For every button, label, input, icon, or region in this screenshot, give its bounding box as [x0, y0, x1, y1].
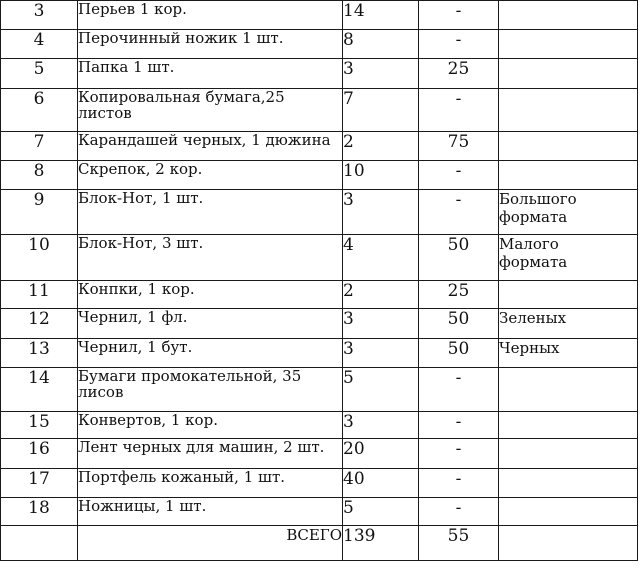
total-num-cell [1, 526, 78, 561]
item-text-line: Конвертов, 1 кор. [78, 411, 218, 429]
quantity-cell: 4 [343, 235, 419, 281]
note-cell [499, 190, 638, 235]
price-cell: 25 [419, 59, 499, 89]
price-cell: - [419, 30, 499, 59]
note-cell [499, 235, 638, 281]
note-cell [499, 469, 638, 498]
item-text-line: Конпки, 1 кор. [78, 280, 195, 298]
item-description [78, 132, 343, 161]
quantity-cell: 5 [343, 368, 419, 412]
note-cell [499, 339, 638, 368]
price-cell: - [419, 498, 499, 526]
item-text-line: Ножницы, 1 шт. [78, 497, 207, 515]
table-row [1, 30, 638, 59]
item-description [78, 469, 343, 498]
item-description [78, 368, 343, 412]
table-row [1, 59, 638, 89]
total-price: 55 [419, 526, 499, 561]
price-cell: 50 [419, 339, 499, 368]
price-cell: 50 [419, 235, 499, 281]
row-number: 13 [1, 339, 78, 368]
item-text-line: лисов [78, 383, 124, 401]
note-cell [499, 30, 638, 59]
total-note-cell [499, 526, 638, 561]
item-text-line: Копировальная бумага,25 [78, 88, 285, 106]
table-row [1, 339, 638, 368]
price-cell: 25 [419, 281, 499, 309]
note-cell [499, 281, 638, 309]
note-cell [499, 412, 638, 439]
table-row [1, 161, 638, 190]
quantity-cell: 10 [343, 161, 419, 190]
row-number: 12 [1, 309, 78, 339]
row-number: 14 [1, 368, 78, 412]
price-cell: - [419, 439, 499, 469]
note-cell [499, 132, 638, 161]
quantity-cell: 3 [343, 190, 419, 235]
table-row [1, 190, 638, 235]
table-row [1, 132, 638, 161]
item-description [78, 439, 343, 469]
total-row [1, 526, 638, 561]
table-row [1, 439, 638, 469]
table-row [1, 1, 638, 30]
item-text-line: Портфель кожаный, 1 шт. [78, 468, 286, 486]
row-number: 10 [1, 235, 78, 281]
quantity-cell: 14 [343, 1, 419, 30]
note-text-line: Малого [499, 235, 559, 253]
quantity-cell: 7 [343, 89, 419, 132]
quantity-cell: 20 [343, 439, 419, 469]
row-number: 11 [1, 281, 78, 309]
quantity-cell: 40 [343, 469, 419, 498]
item-description [78, 309, 343, 339]
price-cell: - [419, 368, 499, 412]
quantity-cell: 5 [343, 498, 419, 526]
table-body [1, 1, 638, 561]
item-description [78, 1, 343, 30]
row-number: 3 [1, 1, 78, 30]
table-row [1, 281, 638, 309]
item-description [78, 498, 343, 526]
note-text-line: Большого [499, 190, 577, 208]
item-description [78, 89, 343, 132]
item-description [78, 281, 343, 309]
note-cell [499, 89, 638, 132]
table-row [1, 368, 638, 412]
row-number: 15 [1, 412, 78, 439]
item-text-line: Перьев 1 кор. [78, 0, 187, 18]
item-description [78, 412, 343, 439]
item-text-line: Бумаги промокательной, 35 [78, 367, 302, 385]
price-cell: - [419, 412, 499, 439]
row-number: 18 [1, 498, 78, 526]
note-cell [499, 309, 638, 339]
note-cell [499, 439, 638, 469]
row-number: 17 [1, 469, 78, 498]
price-cell: 50 [419, 309, 499, 339]
item-text-line: Карандашей черных, 1 дюжина [78, 131, 331, 149]
table-row [1, 469, 638, 498]
quantity-cell: 3 [343, 339, 419, 368]
price-cell: 75 [419, 132, 499, 161]
row-number: 7 [1, 132, 78, 161]
table-row [1, 498, 638, 526]
quantity-cell: 8 [343, 30, 419, 59]
total-qty: 139 [343, 526, 419, 561]
quantity-cell: 3 [343, 59, 419, 89]
item-text-line: Блок-Нот, 1 шт. [78, 189, 204, 207]
price-cell: - [419, 469, 499, 498]
quantity-cell: 3 [343, 412, 419, 439]
note-text-line: Черных [499, 339, 560, 357]
note-cell [499, 498, 638, 526]
note-text-line: формата [499, 208, 568, 226]
note-cell [499, 59, 638, 89]
item-text-line: листов [78, 104, 132, 122]
price-cell: - [419, 89, 499, 132]
note-cell [499, 368, 638, 412]
item-description [78, 190, 343, 235]
row-number: 6 [1, 89, 78, 132]
item-description [78, 339, 343, 368]
item-text-line: Перочинный ножик 1 шт. [78, 29, 284, 47]
table-row [1, 89, 638, 132]
row-number: 5 [1, 59, 78, 89]
price-cell: - [419, 161, 499, 190]
total-label: ВСЕГО [78, 526, 343, 561]
table-row [1, 412, 638, 439]
item-text-line: Чернил, 1 бут. [78, 338, 193, 356]
row-number: 8 [1, 161, 78, 190]
row-number: 16 [1, 439, 78, 469]
note-cell [499, 1, 638, 30]
quantity-cell: 2 [343, 132, 419, 161]
note-cell [499, 161, 638, 190]
item-text-line: Скрепок, 2 кор. [78, 160, 203, 178]
item-description [78, 235, 343, 281]
item-text-line: Папка 1 шт. [78, 58, 175, 76]
note-text-line: формата [499, 253, 568, 271]
price-cell: - [419, 190, 499, 235]
table-row [1, 235, 638, 281]
item-description [78, 161, 343, 190]
row-number: 4 [1, 30, 78, 59]
quantity-cell: 2 [343, 281, 419, 309]
price-cell: - [419, 1, 499, 30]
item-description [78, 30, 343, 59]
table-row [1, 309, 638, 339]
row-number: 9 [1, 190, 78, 235]
item-text-line: Чернил, 1 фл. [78, 308, 188, 326]
note-text-line: Зеленых [499, 309, 567, 327]
item-text-line: Лент черных для машин, 2 шт. [78, 438, 325, 456]
item-description [78, 59, 343, 89]
item-text-line: Блок-Нот, 3 шт. [78, 234, 204, 252]
quantity-cell: 3 [343, 309, 419, 339]
